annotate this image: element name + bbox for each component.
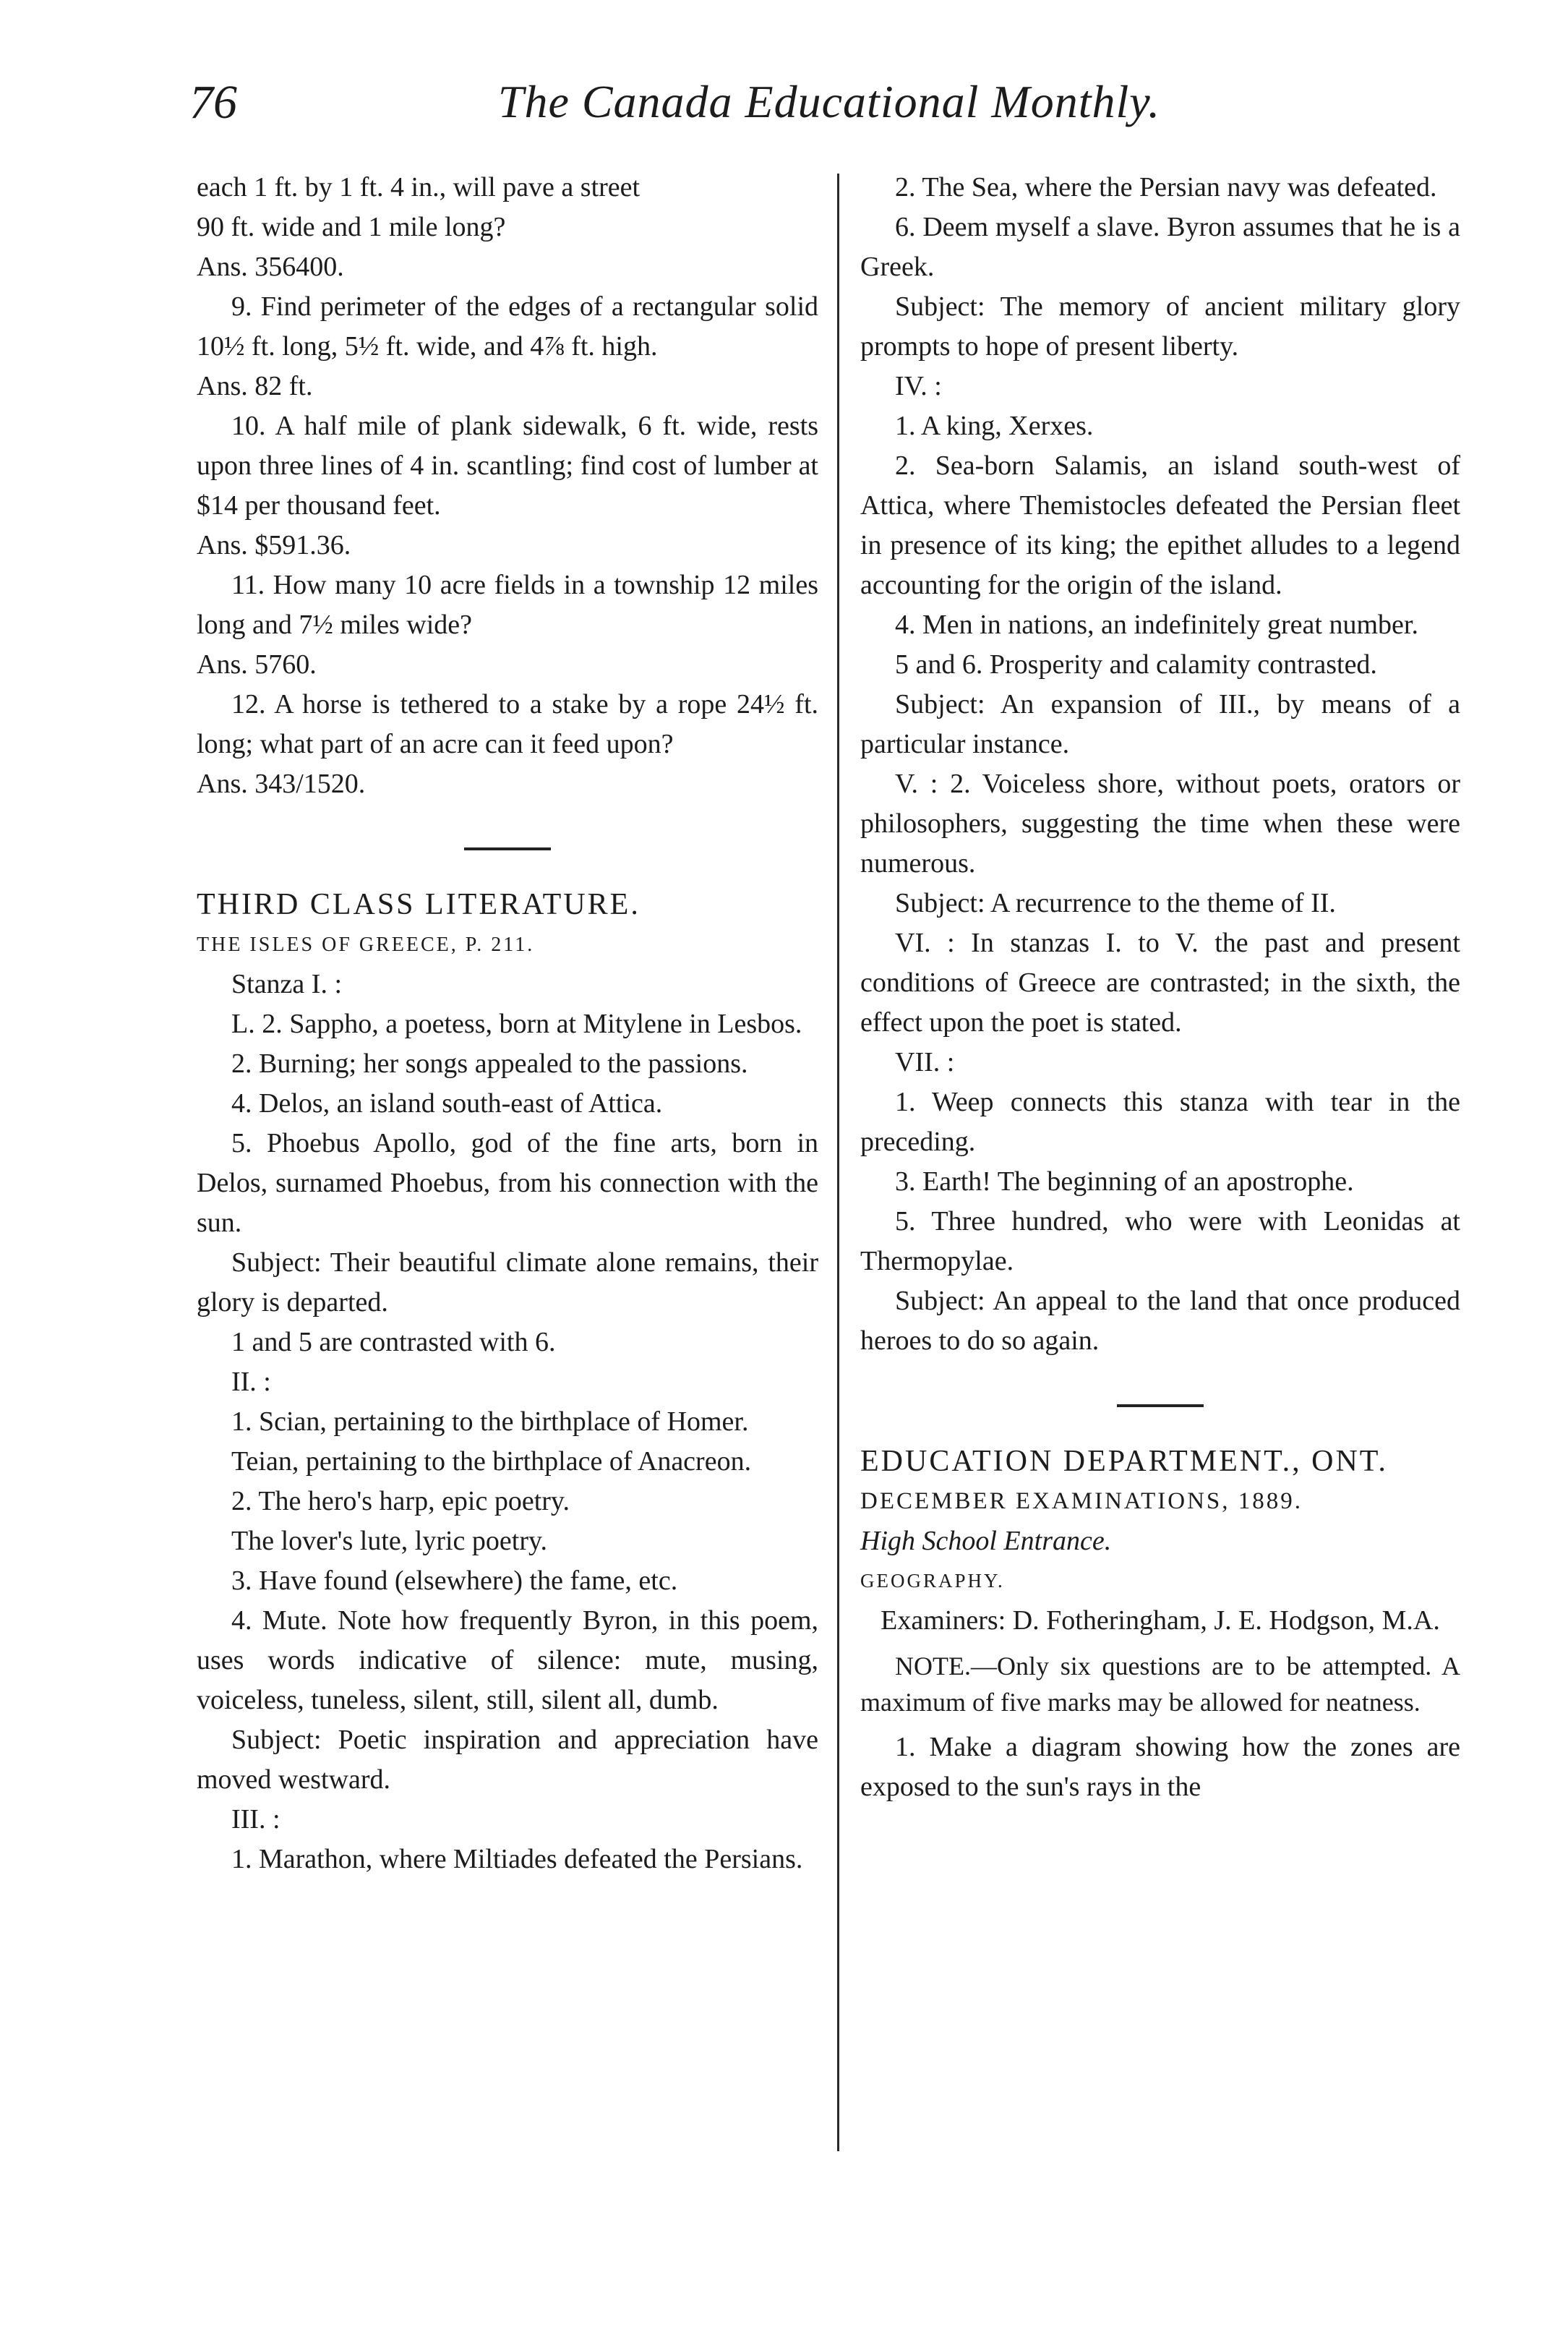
note-line: 3. Have found (elsewhere) the fame, etc. <box>231 1566 678 1596</box>
subject-line: Subject: The memory of ancient military glory prompts to hope of present liberty. <box>860 291 1460 362</box>
subject-heading: GEOGRAPHY. <box>860 1570 1005 1592</box>
answer: Ans. 356400. <box>197 252 344 282</box>
note-line: L. 2. Sappho, a poetess, born at Mitylene in Lesbos. <box>231 1009 802 1039</box>
department-title: EDUCATION DEPARTMENT., ONT. <box>860 1445 1388 1478</box>
subject-line: Subject: A recurrence to the theme of II. <box>895 888 1336 918</box>
problem-11: 11. How many 10 acre fields in a township 12 miles long and 7½ miles wide? <box>197 570 818 640</box>
question-1: 1. Make a diagram showing how the zones are exposed to the sun's rays in the <box>860 1732 1460 1802</box>
note-line: 2. The hero's harp, epic poetry. <box>231 1486 570 1516</box>
subject-line: Subject: Their beautiful climate alone remains, their glory is departed. <box>197 1247 818 1317</box>
note-line: 2. The Sea, where the Persian navy was defeated. <box>895 172 1437 202</box>
note-line: 2. Sea-born Salamis, an island south-west of Attica, where Themistocles defeated the Persian fleet in presence of its king; the epithet alludes to a legend accounting for the origin of the island. <box>860 450 1460 600</box>
note-line: 4. Mute. Note how frequently Byron, in this poem, uses words indicative of silence: mute, musing, voiceless, tuneless, silent, still, silent all, dumb. <box>197 1605 818 1715</box>
note-line: 1. A king, Xerxes. <box>895 411 1094 441</box>
note-line: V. : 2. Voiceless shore, without poets, orators or philosophers, suggesting the time when these were numerous. <box>860 769 1460 879</box>
note-line: 6. Deem myself a slave. Byron assumes that he is a Greek. <box>860 212 1460 282</box>
stanza-heading: VII. : <box>895 1047 955 1077</box>
subject-line: Subject: Poetic inspiration and appreciation have moved westward. <box>197 1725 818 1795</box>
left-column <box>197 168 818 1879</box>
answer: Ans. 82 ft. <box>197 371 313 401</box>
section-rule <box>464 847 551 850</box>
column-divider <box>837 174 839 2151</box>
note-line: 1 and 5 are contrasted with 6. <box>231 1327 556 1357</box>
note-line: 4. Men in nations, an indefinitely great number. <box>895 610 1418 640</box>
exam-title: DECEMBER EXAMINATIONS, 1889. <box>860 1488 1303 1514</box>
problem-12: 12. A horse is tethered to a stake by a rope 24½ ft. long; what part of an acre can it feed upon? <box>197 689 818 759</box>
subject-line: Subject: An appeal to the land that once produced heroes to do so again. <box>860 1286 1460 1356</box>
problem-9: 9. Find perimeter of the edges of a rectangular solid 10½ ft. long, 5½ ft. wide, and 4⅞ ft. high. <box>197 291 818 362</box>
paragraph: 90 ft. wide and 1 mile long? <box>197 212 506 242</box>
stanza-heading: III. : <box>231 1804 280 1835</box>
exam-note: NOTE.—Only six questions are to be attempted. A maximum of five marks may be allowed for neatness. <box>860 1652 1460 1717</box>
paragraph: each 1 ft. by 1 ft. 4 in., will pave a street <box>197 172 641 202</box>
note-line: 5 and 6. Prosperity and calamity contrasted. <box>895 649 1377 680</box>
note-line: 5. Phoebus Apollo, god of the fine arts, born in Delos, surnamed Phoebus, from his connection with the sun. <box>197 1128 818 1238</box>
answer: Ans. 343/1520. <box>197 769 366 799</box>
answer: Ans. 5760. <box>197 649 317 680</box>
note-line: 2. Burning; her songs appealed to the passions. <box>231 1048 748 1079</box>
stanza-heading: II. : <box>231 1367 271 1397</box>
examiners-line: Examiners: D. Fotheringham, J. E. Hodgson, M.A. <box>881 1605 1440 1636</box>
spacer <box>860 1641 1460 1648</box>
note-line: Teian, pertaining to the birthplace of Anacreon. <box>231 1446 752 1477</box>
section-title: THIRD CLASS LITERATURE. <box>197 888 641 921</box>
note-line: 4. Delos, an island south-east of Attica. <box>231 1088 663 1119</box>
answer: Ans. $591.36. <box>197 530 351 560</box>
stanza-heading: IV. : <box>895 371 942 401</box>
stanza-heading: Stanza I. : <box>231 969 343 999</box>
subject-line: Subject: An expansion of III., by means of a particular instance. <box>860 689 1460 759</box>
note-line: 1. Scian, pertaining to the birthplace of Homer. <box>231 1406 749 1437</box>
section-rule <box>1117 1404 1204 1407</box>
spacer <box>860 1720 1460 1727</box>
note-line: 1. Weep connects this stanza with tear in the preceding. <box>860 1087 1460 1157</box>
note-line: 3. Earth! The beginning of an apostrophe. <box>895 1166 1354 1197</box>
note-line: VI. : In stanzas I. to V. the past and present conditions of Greece are contrasted; in the sixth, the effect upon the poet is stated. <box>860 928 1460 1038</box>
note-line: 1. Marathon, where Miltiades defeated the Persians. <box>231 1844 803 1874</box>
running-title: The Canada Educational Monthly. <box>497 76 1161 127</box>
right-column <box>860 168 1460 1807</box>
note-line: 5. Three hundred, who were with Leonidas at Thermopylae. <box>860 1206 1460 1276</box>
section-subtitle: THE ISLES OF GREECE, P. 211. <box>197 934 535 956</box>
page-header <box>189 75 1469 140</box>
problem-10: 10. A half mile of plank sidewalk, 6 ft. wide, rests upon three lines of 4 in. scantling; find cost of lumber at $14 per thousand feet. <box>197 411 818 521</box>
exam-subtitle: High School Entrance. <box>860 1526 1112 1556</box>
note-line: The lover's lute, lyric poetry. <box>231 1526 548 1556</box>
page-number: 76 <box>189 76 237 129</box>
